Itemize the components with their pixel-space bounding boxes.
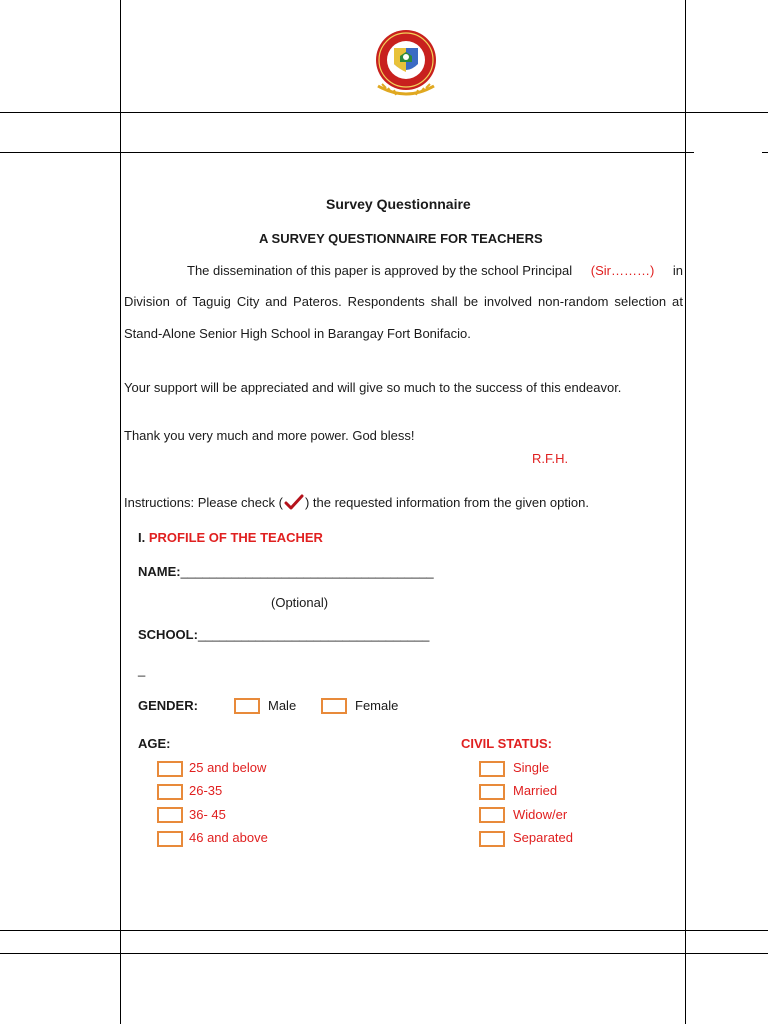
gender-female-label: Female (355, 698, 399, 713)
age-option-checkbox[interactable] (157, 761, 183, 777)
support-text: Your support will be appreciated and will give so much to the success of this endeavor. (124, 380, 622, 395)
age-option-checkbox[interactable] (157, 807, 183, 823)
school-blank-overflow: _ (138, 662, 146, 677)
gender-female-checkbox[interactable] (321, 698, 347, 714)
name-blank[interactable]: ___________________________________ (180, 564, 434, 579)
footer-bottom-line (0, 953, 768, 954)
intro-line-3: Stand-Alone Senior High School in Barangay Fort Bonifacio. (124, 326, 471, 341)
checkmark-icon (284, 494, 304, 510)
age-option-checkbox[interactable] (157, 831, 183, 847)
name-optional-note: (Optional) (271, 595, 329, 610)
intro-line-1 (187, 263, 683, 278)
name-label: NAME: (138, 564, 181, 579)
page-title: Survey Questionnaire (326, 196, 471, 212)
civil-status-checkbox[interactable] (479, 807, 505, 823)
signature: R.F.H. (532, 451, 569, 466)
frame-right-line (685, 0, 686, 1024)
section-number: I. (138, 530, 146, 545)
civil-status-option-label: Widow/er (513, 807, 568, 822)
instructions-post: ) the requested information from the given option. (304, 494, 589, 510)
name-field[interactable] (138, 564, 434, 579)
instructions-pre: Instructions: Please check ( (124, 494, 283, 510)
age-option-label: 25 and below (189, 760, 267, 775)
age-option-label: 26-35 (189, 783, 223, 798)
section-heading (138, 530, 323, 545)
header-bottom-line-stub (762, 152, 768, 153)
gender-label: GENDER: (138, 698, 198, 713)
school-blank[interactable]: ________________________________ (197, 627, 430, 642)
header-bottom-line (0, 152, 694, 153)
school-field[interactable] (138, 627, 429, 642)
age-label: AGE: (138, 736, 171, 751)
civil-status-option-label: Single (513, 760, 550, 775)
section-title: PROFILE OF THE TEACHER (148, 530, 323, 545)
civil-status-option-label: Separated (513, 830, 573, 845)
civil-status-checkbox[interactable] (479, 831, 505, 847)
age-option-checkbox[interactable] (157, 784, 183, 800)
civil-status-option-label: Married (513, 783, 558, 798)
civil-status-checkbox[interactable] (479, 784, 505, 800)
page-subtitle: A SURVEY QUESTIONNAIRE FOR TEACHERS (259, 231, 543, 246)
principal-placeholder: (Sir………) (590, 263, 655, 278)
civil-status-checkbox[interactable] (479, 761, 505, 777)
header-top-line (0, 112, 768, 113)
school-label: SCHOOL: (138, 627, 198, 642)
intro-line-2-text: Division of Taguig City and Pateros. Respondents shall be involved non-random selection at (124, 294, 683, 309)
university-logo (370, 26, 442, 106)
intro-line-1-text: The dissemination of this paper is approved by the school Principal (187, 263, 573, 278)
instructions (124, 494, 589, 510)
gender-male-checkbox[interactable] (234, 698, 260, 714)
civil-status-label: CIVIL STATUS: (461, 736, 552, 751)
age-option-label: 36- 45 (189, 807, 226, 822)
intro-line-1-end: in (672, 263, 683, 278)
age-option-label: 46 and above (189, 830, 268, 845)
footer-top-line (0, 930, 768, 931)
intro-line-2 (124, 294, 683, 309)
thanks-text: Thank you very much and more power. God bless! (124, 428, 415, 443)
gender-male-label: Male (268, 698, 297, 713)
frame-left-line (120, 0, 121, 1024)
